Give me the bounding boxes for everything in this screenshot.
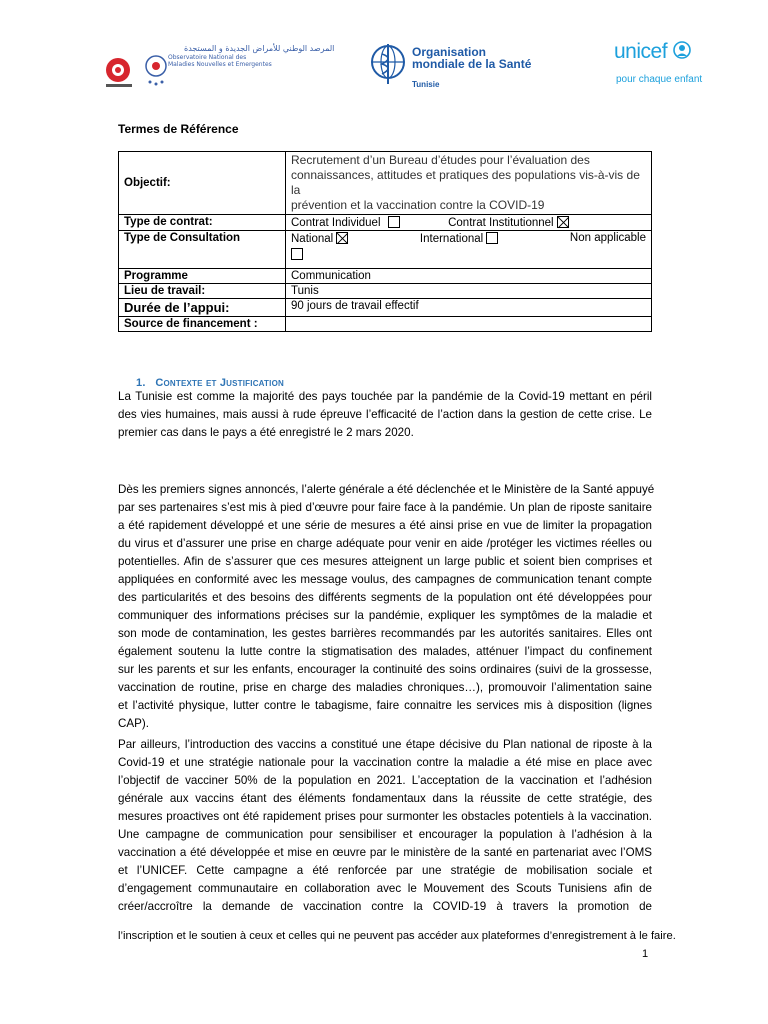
section-number: 1.: [136, 377, 146, 389]
paragraph-line: potentielles. Afin de s’assurer que ces mesures atteignent un large public et soient bien comprises et: [118, 555, 652, 568]
paragraph-context-4: l’inscription et le soutien à ceux et celles qui ne peuvent pas accéder aux plateformes d’enregistrement à le faire.: [118, 930, 676, 942]
contrat-label: Type de contrat:: [119, 215, 286, 231]
unicef-tagline: pour chaque enfant: [616, 74, 703, 85]
paragraph-context-3: [118, 736, 652, 916]
paragraph-line: sur les parents et sur les enfants, encourager la continuité des soins ordinaires (suivi de la grossesse,: [118, 663, 652, 676]
table-row: [119, 317, 652, 332]
unicef-emblem-icon: [672, 40, 692, 60]
paragraph-line: des particularités et des besoins des différents segments de la population ont été développées pour: [118, 591, 652, 604]
section-title-part3: Justification: [219, 377, 284, 389]
paragraph-line: son mode de contamination, les gestes barrières recommandés par les autorités sanitaires. Elles ont: [118, 627, 652, 640]
table-row: [119, 284, 652, 299]
table-row: [119, 231, 652, 269]
paragraph-line: l’objectif de vacciner 50% de la population en 2021. L’acceptation de la vaccination et l’adhésion: [118, 774, 652, 787]
observatoire-arabic-name: المرصد الوطني للأمراض الجديدة و المستجدة: [184, 44, 335, 53]
paragraph-line: des vies humaines, mais aussi à rude épreuve l’efficacité de l’action dans la gestion de cette crise. Le: [118, 408, 652, 421]
paragraph-line: également soutenu la lutte contre la stigmatisation des malades, atténuer l’impact du confinement: [118, 645, 652, 658]
who-name: [412, 46, 531, 70]
paragraph-line: mesures proactives ont été rapidement prises pour surmonter les obstacles potentiels à la vaccination.: [118, 810, 652, 823]
paragraph-context-2: [118, 481, 655, 733]
paragraph-line: Dès les premiers signes annoncés, l’alerte générale a été déclenchée et le Ministère de la Santé appuyé: [118, 483, 655, 496]
who-name-line2: mondiale de la Santé: [412, 57, 532, 71]
paragraph-context-1: [118, 388, 652, 442]
duree-value: 90 jours de travail effectif: [286, 299, 652, 317]
table-row: [119, 215, 652, 231]
consultation-options: [286, 231, 652, 269]
source-label: Source de financement :: [119, 317, 286, 332]
consult-international-label: International: [419, 233, 484, 245]
unicef-wordmark: unicef: [614, 40, 668, 63]
objectif-value: [286, 152, 652, 215]
contrat-individuel-label: Contrat Individuel: [291, 217, 381, 229]
contrat-options: [286, 215, 652, 231]
contrat-institutionnel-checkbox[interactable]: [557, 216, 569, 228]
duree-label: Durée de l’appui:: [119, 299, 286, 317]
programme-value: Communication: [286, 269, 652, 284]
paragraph-line: par ses partenaires s’est mis à pied d’œuvre pour faire face à la pandémie. Un plan de riposte sanitaire: [118, 501, 652, 514]
paragraph-line: d’engagement communautaire en collaboration avec le Mouvement des Scouts Tunisiens afin de: [118, 882, 652, 895]
paragraph-line: Par ailleurs, l’introduction des vaccins a constitué une étape décisive du Plan national de riposte à la: [118, 738, 652, 751]
paragraph-line: CAP).: [118, 717, 149, 730]
section-title-part1: Contexte: [155, 377, 203, 389]
paragraph-line: Une campagne de communication pour sensibiliser et encourager la population à l’adhésion à la: [118, 828, 652, 841]
paragraph-line: appliquées en conformité avec les message voulus, des campagnes de communication tenant compte: [118, 573, 652, 586]
page-number: 1: [642, 948, 649, 960]
consultation-label: Type de Consultation: [119, 231, 286, 269]
paragraph-line: et l’activité physique, lutter contre le tabagisme, faire connaitre les services mis à disposition (lignes: [118, 699, 652, 712]
paragraph-line: a été rapidement développé et une série de mesures a été ainsi prise en vue de limiter la propagation: [118, 519, 652, 532]
who-country: Tunisie: [412, 80, 440, 89]
consult-national-label: National: [291, 233, 334, 245]
paragraph-line: vaccination de routine, prise en charge des maladies chroniques…), promouvoir l’alimentation saine: [118, 681, 652, 694]
terms-table: [118, 151, 652, 332]
observatoire-name-line1: Observatoire National des: [168, 54, 247, 61]
section-title-part2: et: [205, 377, 217, 389]
source-value: [286, 317, 652, 332]
paragraph-line: premier cas dans le pays a été enregistré le 2 mars 2020.: [118, 426, 414, 439]
contrat-institutionnel-label: Contrat Institutionnel: [448, 217, 554, 229]
observatoire-name: [168, 54, 272, 68]
objectif-line3: prévention et la vaccination contre la COVID-19: [291, 198, 545, 212]
paragraph-line: générale aux vaccins étant des éléments fondamentaux dans la réussite de cette stratégie, des: [118, 792, 652, 805]
consult-non-applicable-checkbox[interactable]: [291, 248, 303, 260]
paragraph-line: et l’UNICEF. Cette campagne a été renforcée par une stratégie de mobilisation sociale et: [118, 864, 652, 877]
observatoire-name-line2: Maladies Nouvelles et Emergentes: [168, 61, 272, 68]
objectif-line1: Recrutement d’un Bureau d’études pour l’évaluation des: [291, 153, 590, 167]
unicef-logo: [614, 40, 692, 64]
consult-international-checkbox[interactable]: [486, 232, 498, 244]
who-name-line1: Organisation: [412, 45, 487, 59]
paragraph-line: Covid-19 et une stratégie nationale pour la vaccination contre la maladie a été mise en place avec: [118, 756, 652, 769]
consult-international: [420, 232, 499, 245]
consultation-options-row: [291, 232, 646, 245]
table-row: [119, 269, 652, 284]
consult-national-checkbox[interactable]: [336, 232, 348, 244]
consult-non-applicable-label: Non applicable: [569, 232, 646, 244]
table-row: [119, 299, 652, 317]
paragraph-line: créer/accroître la demande de vaccination contre la COVID-19 à travers la promotion de: [118, 900, 652, 913]
objectif-label: Objectif:: [119, 152, 286, 215]
consult-national: [291, 232, 348, 245]
contrat-individuel-checkbox[interactable]: [388, 216, 400, 228]
lieu-label: Lieu de travail:: [119, 284, 286, 299]
paragraph-line: communiquer des informations précises sur la pandémie, expliquer les symptômes de la maladie et: [118, 609, 652, 622]
programme-label: Programme: [119, 269, 286, 284]
objectif-line2: connaissances, attitudes et pratiques des populations vis-à-vis de la: [291, 168, 640, 197]
paragraph-line: vaccination a été développée et mise en œuvre par le ministère de la santé en partenariat avec l’OMS: [118, 846, 652, 859]
lieu-value: Tunis: [286, 284, 652, 299]
paragraph-line: La Tunisie est comme la majorité des pays touchée par la pandémie de la Covid-19 mettant en péril: [118, 390, 652, 403]
document-title: Termes de Référence: [118, 122, 239, 136]
paragraph-line: du virus et d’assurer une prise en charge adéquate pour venir en aide /protéger les victimes réelles ou: [118, 537, 652, 550]
table-row: [119, 152, 652, 215]
